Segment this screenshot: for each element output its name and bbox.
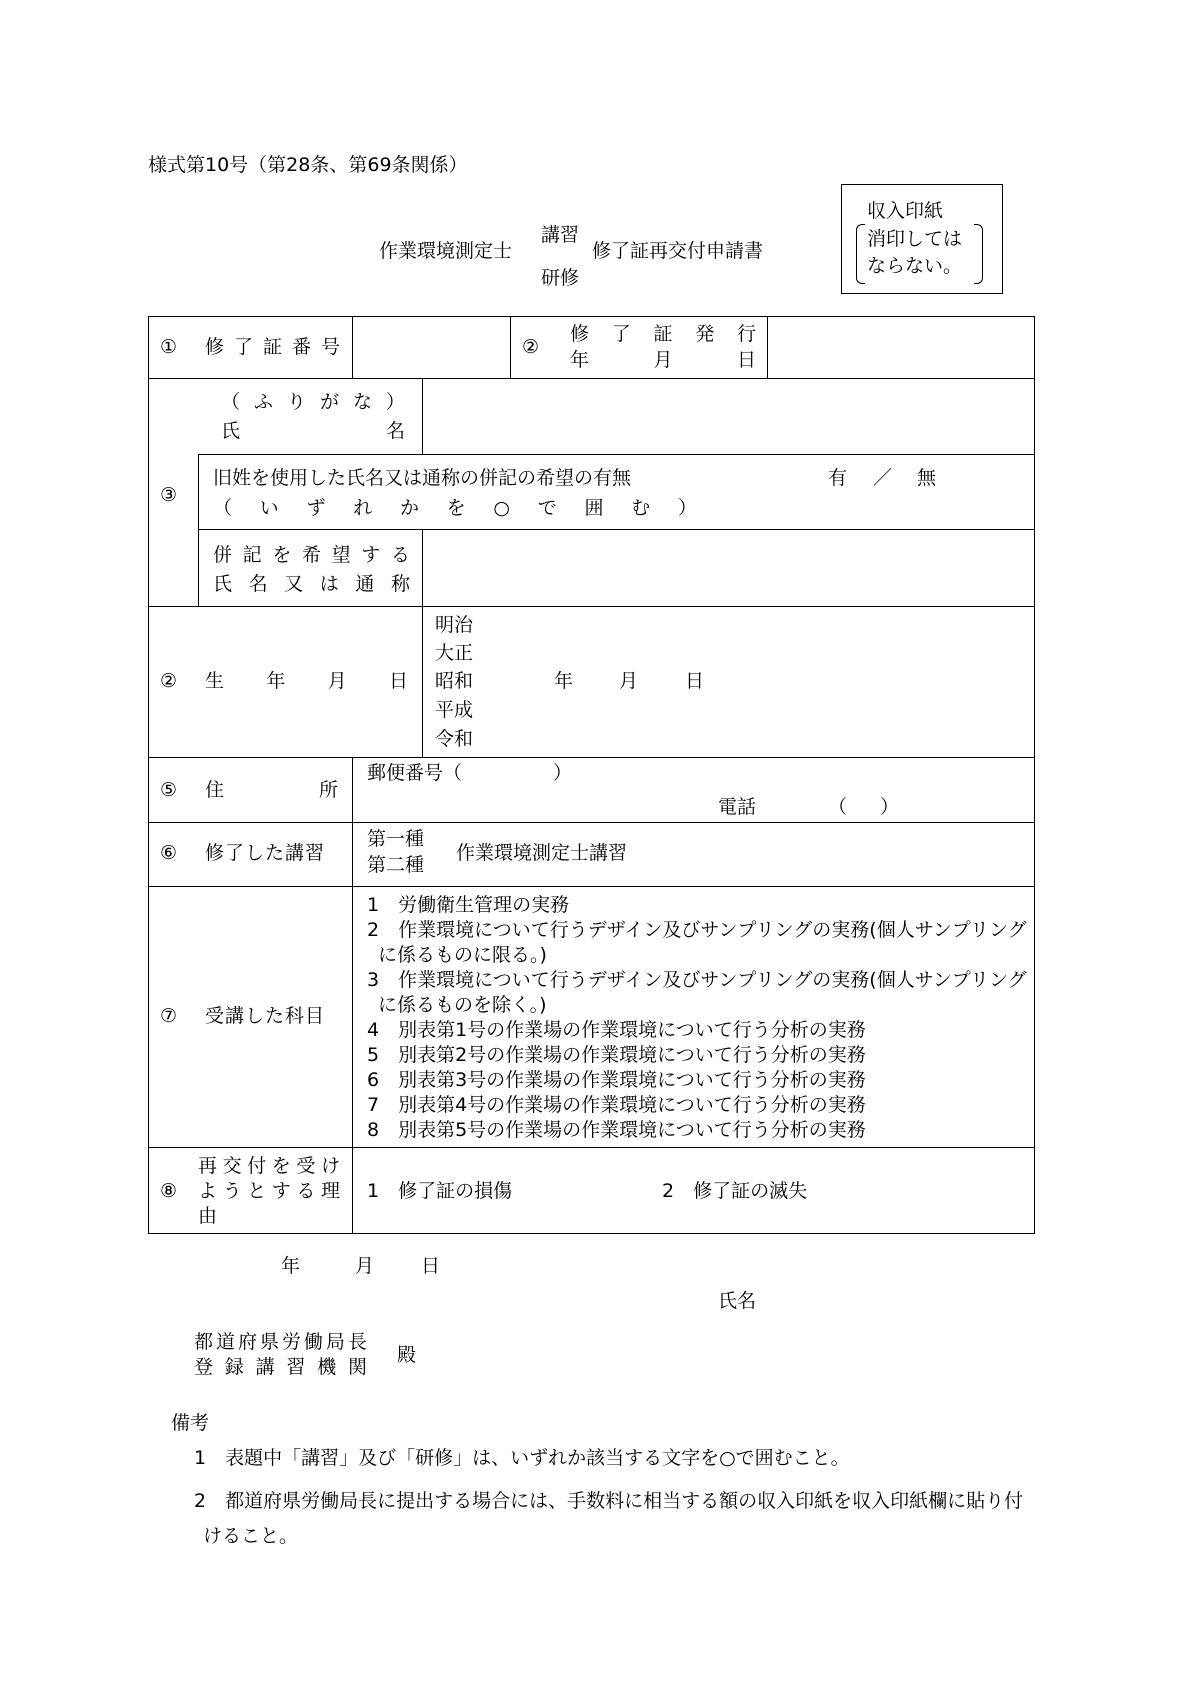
label-char: れ (353, 497, 373, 519)
label-char: 道 (215, 1331, 235, 1353)
course-name: 作業環境測定士講習 (456, 842, 628, 864)
label-char: 交 (222, 1155, 242, 1177)
label-char: 名 (385, 420, 405, 442)
certificate-number-label (205, 337, 340, 357)
subject-item[interactable]: 7 別表第4号の作業場の作業環境について行う分析の実務 (367, 1094, 866, 1116)
label-char: ○ (493, 497, 510, 519)
label-char: 氏 (221, 420, 241, 442)
era-showa[interactable]: 昭和 (435, 670, 474, 692)
label-char: ず (306, 497, 326, 519)
label-char: 併 (213, 544, 233, 566)
birth-day-label: 日 (685, 670, 705, 692)
label-char: 理 (320, 1180, 340, 1202)
label-char: 日 (736, 349, 756, 371)
stamp-text-1: 収入印紙 (867, 200, 944, 222)
label-char: 名 (248, 573, 268, 595)
circle-instruction (213, 498, 697, 518)
postal-code-close: ） (553, 762, 573, 784)
label-char: す (361, 544, 381, 566)
item-number-5: ⑤ (160, 779, 178, 801)
certificate-number-field[interactable] (353, 317, 509, 377)
label-char: 証 (262, 336, 282, 358)
label-char: を (446, 497, 466, 519)
label-char: 局 (325, 1331, 345, 1353)
subject-item[interactable]: 6 別表第3号の作業場の作業環境について行う分析の実務 (367, 1069, 866, 1091)
label-char: 月 (327, 670, 347, 692)
subject-item[interactable]: 1 労働衛生管理の実務 (367, 894, 570, 916)
label-char: 習 (286, 1356, 306, 1378)
label-char: む (631, 497, 651, 519)
stamp-text-2: 消印しては (867, 228, 963, 250)
label-char: 望 (331, 544, 351, 566)
label-char: け (320, 1155, 340, 1177)
desired-name-label-2 (213, 574, 410, 594)
label-char: な (352, 391, 372, 413)
reason-label-2 (198, 1181, 340, 1201)
label-char: る (390, 544, 410, 566)
form-number: 様式第10号（第28条、第69条関係） (148, 154, 468, 176)
label-char: 労 (281, 1331, 301, 1353)
subject-item[interactable]: 5 別表第2号の作業場の作業環境について行う分析の実務 (367, 1044, 866, 1066)
label-char: 録 (224, 1356, 244, 1378)
label-char: 都 (194, 1331, 214, 1353)
label-char: 生 (205, 670, 225, 692)
label-char: 日 (388, 670, 408, 692)
title-suffix: 修了証再交付申請書 (592, 240, 764, 262)
stamp-text-3: ならない。 (867, 255, 963, 277)
item-number-3: ③ (160, 484, 178, 506)
date-day: 日 (421, 1255, 441, 1277)
phone-close: ） (880, 796, 900, 818)
label-char: を (271, 1155, 291, 1177)
label-char: 氏 (213, 573, 233, 595)
course-type-1[interactable]: 第一種 (367, 828, 425, 850)
label-char: 月 (653, 349, 673, 371)
era-taisho[interactable]: 大正 (435, 642, 474, 664)
label-char: 機 (317, 1356, 337, 1378)
notes-title: 備考 (171, 1412, 210, 1434)
subjects-label: 受講した科目 (205, 1005, 326, 1027)
label-char: す (271, 1180, 291, 1202)
name-label (221, 421, 405, 441)
item-number-1: ① (160, 336, 178, 358)
addressee-labor-bureau (194, 1332, 367, 1352)
item-number-8: ⑧ (160, 1180, 178, 1202)
issue-date-field[interactable] (768, 317, 1033, 377)
reason-loss[interactable]: 2 修了証の滅失 (662, 1180, 808, 1202)
label-char: 受 (296, 1155, 316, 1177)
label-char: 住 (205, 779, 225, 801)
birth-month-label: 月 (619, 670, 639, 692)
era-heisei[interactable]: 平成 (435, 699, 474, 721)
title-option-training: 研修 (541, 267, 580, 289)
furigana-label (221, 392, 405, 412)
label-char: 称 (390, 573, 410, 595)
label-char: （ (213, 497, 233, 519)
label-char: よ (198, 1180, 218, 1202)
title-option-lecture: 講習 (541, 224, 580, 246)
label-char: か (399, 497, 419, 519)
label-char: ） (385, 391, 405, 413)
stamp-bracket-right (974, 224, 983, 284)
label-char: 番 (291, 336, 311, 358)
applicant-name-label: 氏名 (718, 1290, 757, 1312)
name-field[interactable] (423, 379, 1033, 453)
label-char: が (319, 391, 339, 413)
label-char: ） (677, 497, 697, 519)
label-char: 囲 (584, 497, 604, 519)
label-char: で (537, 497, 557, 519)
birth-year-label: 年 (554, 670, 574, 692)
subjects-list (367, 893, 1027, 1143)
era-meiji[interactable]: 明治 (435, 614, 474, 636)
completed-course-label: 修了した講習 (205, 842, 326, 864)
label-char: 付 (247, 1155, 267, 1177)
label-char: 年 (570, 349, 590, 371)
former-name-question: 旧姓を使用した氏名又は通称の併記の希望の有無 (213, 467, 632, 489)
reason-label (198, 1156, 340, 1176)
label-char: （ (221, 391, 241, 413)
option-yes[interactable]: 有 (828, 467, 848, 489)
title-prefix: 作業環境測定士 (379, 240, 513, 262)
label-char: 修 (570, 323, 590, 345)
item-number-6: ⑥ (160, 842, 178, 864)
era-reiwa[interactable]: 令和 (435, 728, 474, 750)
option-separator: ／ (873, 467, 893, 489)
subject-item[interactable]: 8 別表第5号の作業場の作業環境について行う分析の実務 (367, 1119, 866, 1141)
label-char: 再 (198, 1155, 218, 1177)
postal-code-label: 郵便番号（ (367, 762, 463, 784)
label-char: 証 (653, 323, 673, 345)
subject-item[interactable]: 4 別表第1号の作業場の作業環境について行う分析の実務 (367, 1019, 866, 1041)
issue-date-label (570, 324, 756, 344)
label-char: 登 (194, 1356, 214, 1378)
honorific: 殿 (397, 1344, 417, 1366)
course-type-2[interactable]: 第二種 (367, 854, 425, 876)
label-char: を (272, 544, 292, 566)
label-char: 年 (266, 670, 286, 692)
label-char: は (319, 573, 339, 595)
addressee-registered-institution (194, 1357, 367, 1377)
label-char: 県 (259, 1331, 279, 1353)
label-char: 希 (301, 544, 321, 566)
label-char: 講 (255, 1356, 275, 1378)
label-char: 所 (318, 779, 338, 801)
note-1: 1 表題中「講習」及び「研修」は、いずれか該当する文字を○で囲むこと。 (194, 1447, 850, 1469)
item-number-4: ② (160, 670, 178, 692)
label-char: 府 (237, 1331, 257, 1353)
label-char: う (222, 1180, 242, 1202)
date-month: 月 (355, 1255, 375, 1277)
issue-date-label-2 (570, 350, 756, 370)
birth-date-label (205, 671, 408, 691)
item-number-2: ② (522, 336, 540, 358)
label-char: 長 (347, 1331, 367, 1353)
label-char: 関 (347, 1356, 367, 1378)
label-char: 了 (233, 336, 253, 358)
label-char: い (259, 497, 279, 519)
label-char: 又 (284, 573, 304, 595)
reason-label-3: 由 (198, 1205, 218, 1227)
label-char: 行 (736, 323, 756, 345)
label-char: 号 (320, 336, 340, 358)
option-no[interactable]: 無 (917, 467, 937, 489)
label-char: り (286, 391, 306, 413)
label-char: ふ (253, 391, 273, 413)
phone-open: （ (828, 796, 848, 818)
desired-name-field[interactable] (423, 530, 1033, 605)
label-char: る (296, 1180, 316, 1202)
note-2: 2 都道府県労働局長に提出する場合には、手数料に相当する額の収入印紙を収入印紙欄に貼り付けること。 (194, 1490, 1024, 1547)
subject-item[interactable]: 2 作業環境について行うデザイン及びサンプリングの実務(個人サンプリングに係るものに限る。) (367, 919, 1027, 966)
label-char: 働 (303, 1331, 323, 1353)
item-number-7: ⑦ (160, 1005, 178, 1027)
label-char: 通 (355, 573, 375, 595)
phone-label: 電話 (718, 796, 757, 818)
label-char: 了 (611, 323, 631, 345)
desired-name-label (213, 545, 410, 565)
label-char: と (247, 1180, 267, 1202)
label-char: 発 (695, 323, 715, 345)
address-label (205, 780, 338, 800)
label-char: 修 (205, 336, 225, 358)
subject-item[interactable]: 3 作業環境について行うデザイン及びサンプリングの実務(個人サンプリングに係るものを除く。) (367, 969, 1027, 1016)
reason-damage[interactable]: 1 修了証の損傷 (367, 1180, 513, 1202)
date-year: 年 (281, 1255, 301, 1277)
stamp-bracket-left (856, 224, 865, 284)
label-char: 記 (242, 544, 262, 566)
